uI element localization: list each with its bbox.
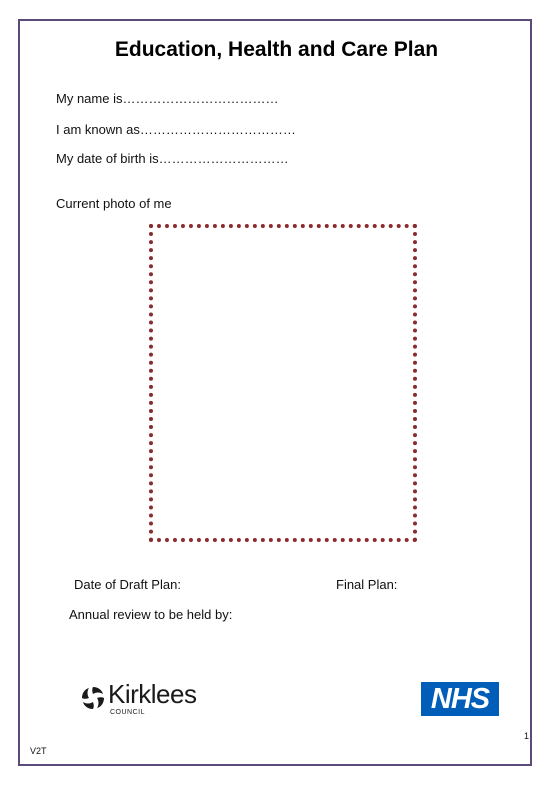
page-title: Education, Health and Care Plan bbox=[114, 38, 439, 61]
kirklees-sub: COUNCIL bbox=[110, 709, 146, 716]
version-label: V2T bbox=[30, 746, 47, 756]
nhs-logo: NHS bbox=[421, 682, 499, 716]
kirklees-logo bbox=[80, 681, 220, 721]
name-field: My name is……………………………… bbox=[56, 91, 279, 106]
photo-frame bbox=[149, 224, 417, 542]
known-as-field: I am known as……………………………… bbox=[56, 122, 296, 137]
date-of-birth-field: My date of birth is………………………… bbox=[56, 151, 289, 166]
photo-label: Current photo of me bbox=[56, 196, 172, 211]
draft-plan-label: Date of Draft Plan: bbox=[74, 577, 181, 592]
annual-review-label: Annual review to be held by: bbox=[69, 607, 233, 622]
final-plan-label: Final Plan: bbox=[336, 577, 398, 592]
kirklees-name: Kirklees bbox=[108, 679, 197, 709]
kirklees-swirl-icon bbox=[80, 685, 106, 711]
page-number: 1 bbox=[524, 731, 530, 741]
